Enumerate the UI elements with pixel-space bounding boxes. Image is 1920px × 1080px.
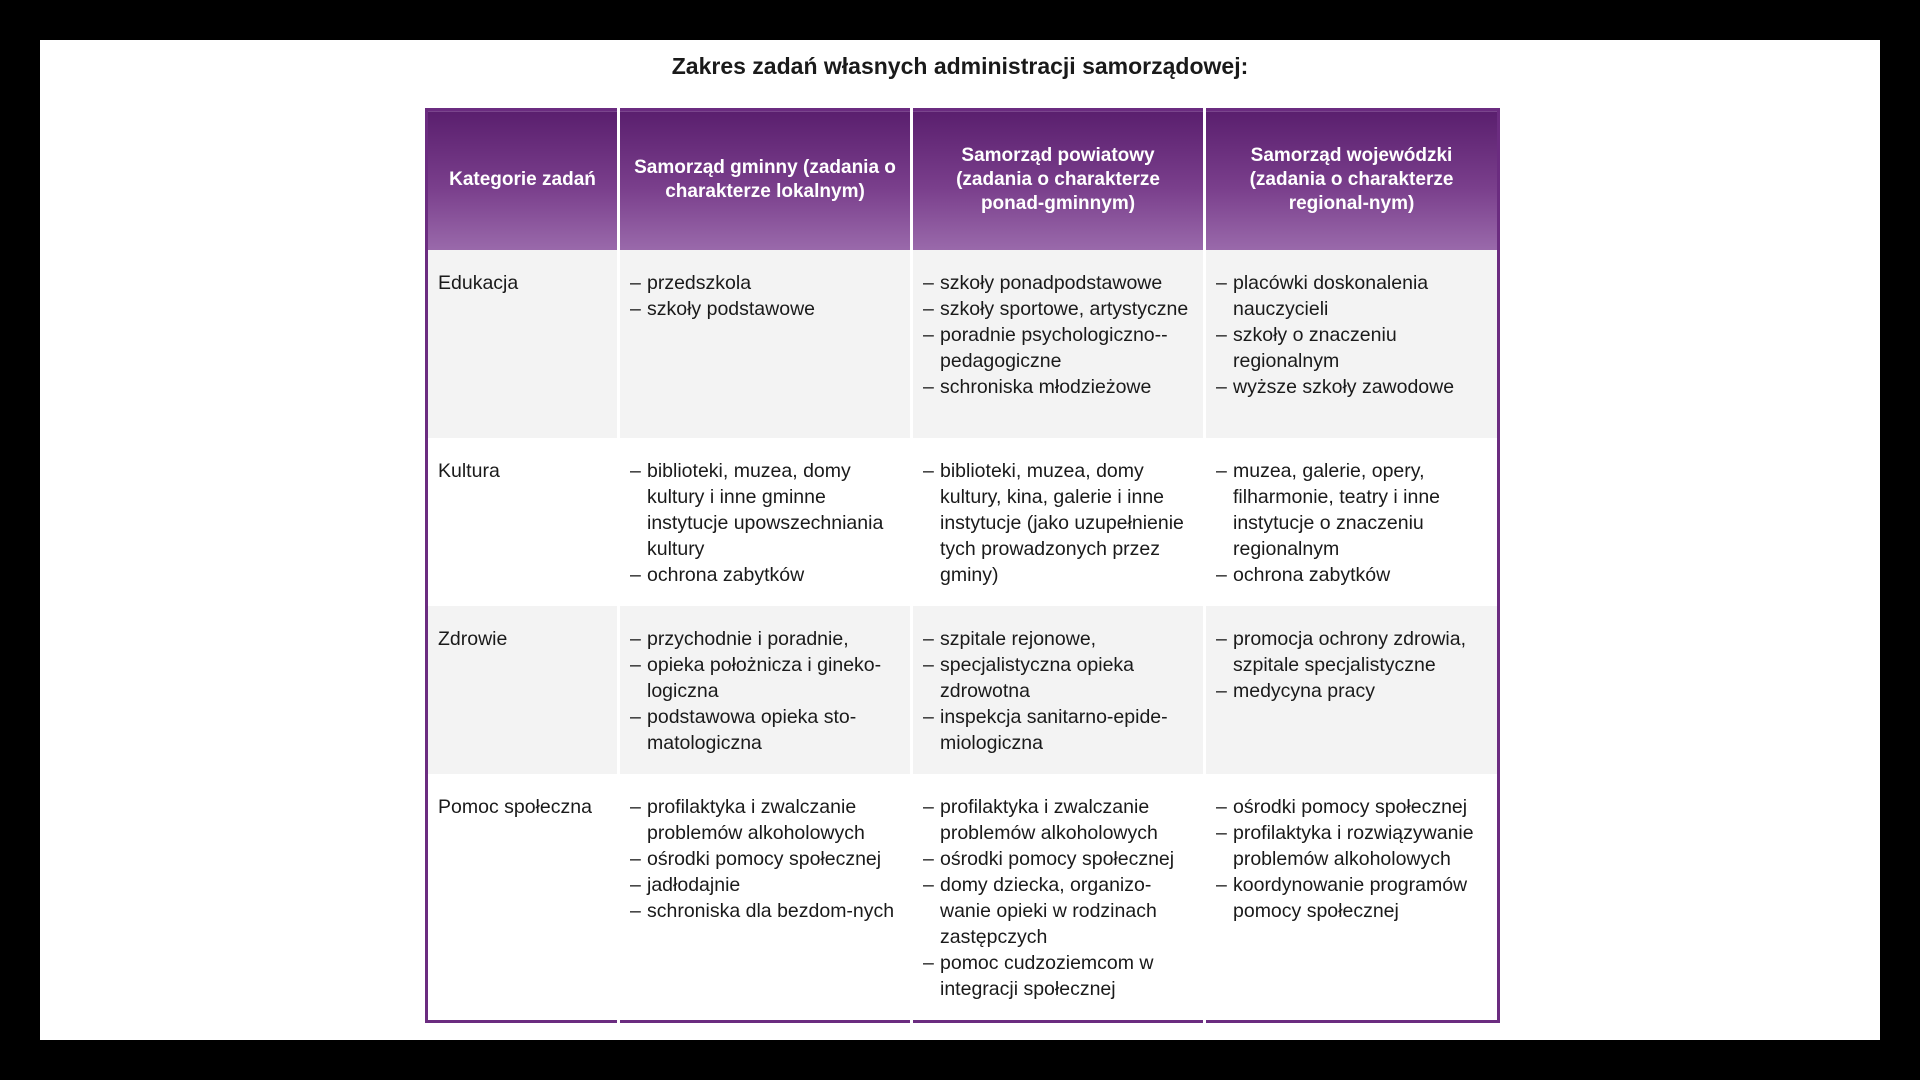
list-item — [630, 458, 902, 562]
dash-bullet: – — [630, 627, 641, 650]
slide — [40, 40, 1880, 1040]
page-title: Zakres zadań własnych administracji samorządowej: — [671, 53, 1249, 79]
dash-bullet: – — [1216, 627, 1227, 650]
powiat-task-list — [923, 794, 1195, 1002]
list-item-text: ochrona zabytków — [647, 563, 805, 586]
dash-bullet: – — [1216, 821, 1227, 844]
wojewodztwo-cell — [1205, 774, 1499, 1022]
header-category: Kategorie zadań — [427, 110, 619, 250]
list-item-text: inspekcja sanitarno-epide-miologiczna — [940, 705, 1168, 754]
dash-bullet: – — [923, 297, 934, 320]
dash-bullet: – — [1216, 873, 1227, 896]
list-item — [923, 270, 1195, 296]
list-item — [1216, 678, 1489, 704]
list-item — [923, 872, 1195, 950]
list-item-text: pomoc cudzoziemcom w integracji społecznej — [940, 951, 1154, 1000]
list-item-text: opieka położnicza i gineko-logiczna — [647, 653, 882, 702]
list-item — [923, 322, 1195, 374]
list-item-text: profilaktyka i rozwiązywanie problemów alkoholowych — [1233, 821, 1474, 870]
list-item-text: schroniska dla bezdom-nych — [647, 899, 895, 922]
list-item — [1216, 820, 1489, 872]
gmina-task-list — [630, 458, 902, 588]
category-cell: Edukacja — [427, 250, 619, 438]
list-item-text: szkoły podstawowe — [647, 297, 815, 320]
list-item — [1216, 562, 1489, 588]
dash-bullet: – — [1216, 375, 1227, 398]
list-item — [923, 626, 1195, 652]
powiat-task-list — [923, 626, 1195, 756]
category-cell: Pomoc społeczna — [427, 774, 619, 1022]
list-item-text: poradnie psychologiczno--pedagogiczne — [940, 323, 1168, 372]
list-item-text: specjalistyczna opieka zdrowotna — [940, 653, 1135, 702]
list-item-text: szkoły sportowe, artystyczne — [940, 297, 1189, 320]
list-item-text: podstawowa opieka sto-matologiczna — [647, 705, 857, 754]
dash-bullet: – — [630, 653, 641, 676]
powiat-cell — [912, 438, 1205, 606]
list-item — [1216, 374, 1489, 400]
powiat-task-list — [923, 270, 1195, 400]
list-item-text: profilaktyka i zwalczanie problemów alkoholowych — [647, 795, 865, 844]
table-row — [427, 606, 1499, 774]
table-row — [427, 774, 1499, 1022]
dash-bullet: – — [630, 705, 641, 728]
list-item — [630, 794, 902, 846]
list-item — [1216, 794, 1489, 820]
list-item — [923, 458, 1195, 588]
dash-bullet: – — [923, 323, 934, 346]
dash-bullet: – — [1216, 323, 1227, 346]
list-item-text: ośrodki pomocy społecznej — [1233, 795, 1468, 818]
dash-bullet: – — [923, 951, 934, 974]
dash-bullet: – — [923, 705, 934, 728]
dash-bullet: – — [923, 459, 934, 482]
dash-bullet: – — [1216, 563, 1227, 586]
gmina-cell — [619, 774, 912, 1022]
list-item-text: promocja ochrony zdrowia, szpitale specjalistyczne — [1233, 627, 1467, 676]
dash-bullet: – — [630, 297, 641, 320]
list-item — [630, 846, 902, 872]
tasks-table — [425, 108, 1500, 1023]
category-cell: Zdrowie — [427, 606, 619, 774]
gmina-task-list — [630, 794, 902, 924]
list-item — [923, 950, 1195, 1002]
wojewodztwo-cell — [1205, 606, 1499, 774]
list-item — [630, 652, 902, 704]
gmina-task-list — [630, 626, 902, 756]
category-cell: Kultura — [427, 438, 619, 606]
dash-bullet: – — [630, 271, 641, 294]
wojewodztwo-task-list — [1216, 458, 1489, 588]
dash-bullet: – — [923, 627, 934, 650]
gmina-cell — [619, 438, 912, 606]
list-item — [630, 626, 902, 652]
dash-bullet: – — [630, 847, 641, 870]
list-item — [923, 704, 1195, 756]
list-item-text: ośrodki pomocy społecznej — [940, 847, 1175, 870]
powiat-cell — [912, 774, 1205, 1022]
gmina-cell — [619, 606, 912, 774]
list-item — [630, 704, 902, 756]
dash-bullet: – — [1216, 271, 1227, 294]
list-item — [1216, 270, 1489, 322]
list-item-text: ochrona zabytków — [1233, 563, 1391, 586]
table-row — [427, 250, 1499, 438]
dash-bullet: – — [923, 271, 934, 294]
powiat-cell — [912, 606, 1205, 774]
header-powiat: Samorząd powiatowy (zadania o charakterze ponad-gminnym) — [912, 110, 1205, 250]
wojewodztwo-task-list — [1216, 794, 1489, 924]
list-item — [923, 846, 1195, 872]
header-gmina: Samorząd gminny (zadania o charakterze lokalnym) — [619, 110, 912, 250]
dash-bullet: – — [630, 873, 641, 896]
list-item-text: muzea, galerie, opery, filharmonie, teatry i inne instytucje o znaczeniu regionalnym — [1233, 459, 1441, 560]
list-item-text: profilaktyka i zwalczanie problemów alkoholowych — [940, 795, 1158, 844]
list-item — [923, 794, 1195, 846]
list-item-text: koordynowanie programów pomocy społecznej — [1233, 873, 1468, 922]
list-item-text: przychodnie i poradnie, — [647, 627, 849, 650]
list-item-text: placówki doskonalenia nauczycieli — [1233, 271, 1429, 320]
list-item-text: biblioteki, muzea, domy kultury, kina, galerie i inne instytucje (jako uzupełnienie tych prowadzonych przez gminy) — [940, 459, 1184, 586]
list-item — [1216, 872, 1489, 924]
powiat-task-list — [923, 458, 1195, 588]
dash-bullet: – — [630, 459, 641, 482]
list-item-text: schroniska młodzieżowe — [940, 375, 1152, 398]
list-item — [1216, 322, 1489, 374]
wojewodztwo-task-list — [1216, 270, 1489, 400]
dash-bullet: – — [923, 847, 934, 870]
list-item-text: biblioteki, muzea, domy kultury i inne gminne instytucje upowszechniania kultury — [647, 459, 884, 560]
table-row — [427, 438, 1499, 606]
dash-bullet: – — [923, 873, 934, 896]
wojewodztwo-cell — [1205, 250, 1499, 438]
dash-bullet: – — [923, 375, 934, 398]
list-item — [923, 296, 1195, 322]
header-wojewodztwo: Samorząd wojewódzki (zadania o charakterze regional-nym) — [1205, 110, 1499, 250]
dash-bullet: – — [630, 563, 641, 586]
dash-bullet: – — [923, 795, 934, 818]
list-item — [630, 562, 902, 588]
list-item — [630, 270, 902, 296]
list-item-text: medycyna pracy — [1233, 679, 1375, 702]
list-item — [923, 374, 1195, 400]
powiat-cell — [912, 250, 1205, 438]
list-item — [630, 898, 902, 924]
list-item-text: wyższe szkoły zawodowe — [1233, 375, 1455, 398]
list-item-text: jadłodajnie — [647, 873, 741, 896]
dash-bullet: – — [923, 653, 934, 676]
list-item — [1216, 626, 1489, 678]
list-item-text: szpitale rejonowe, — [940, 627, 1097, 650]
list-item — [1216, 458, 1489, 562]
dash-bullet: – — [630, 795, 641, 818]
gmina-task-list — [630, 270, 902, 322]
wojewodztwo-cell — [1205, 438, 1499, 606]
table-header-row — [427, 110, 1499, 250]
dash-bullet: – — [1216, 679, 1227, 702]
list-item-text: ośrodki pomocy społecznej — [647, 847, 882, 870]
list-item — [923, 652, 1195, 704]
list-item-text: przedszkola — [647, 271, 752, 294]
list-item — [630, 296, 902, 322]
dash-bullet: – — [630, 899, 641, 922]
list-item-text: szkoły ponadpodstawowe — [940, 271, 1163, 294]
dash-bullet: – — [1216, 795, 1227, 818]
list-item-text: domy dziecka, organizo-wanie opieki w rodzinach zastępczych — [940, 873, 1157, 948]
list-item — [630, 872, 902, 898]
list-item-text: szkoły o znaczeniu regionalnym — [1233, 323, 1397, 372]
gmina-cell — [619, 250, 912, 438]
wojewodztwo-task-list — [1216, 626, 1489, 704]
dash-bullet: – — [1216, 459, 1227, 482]
